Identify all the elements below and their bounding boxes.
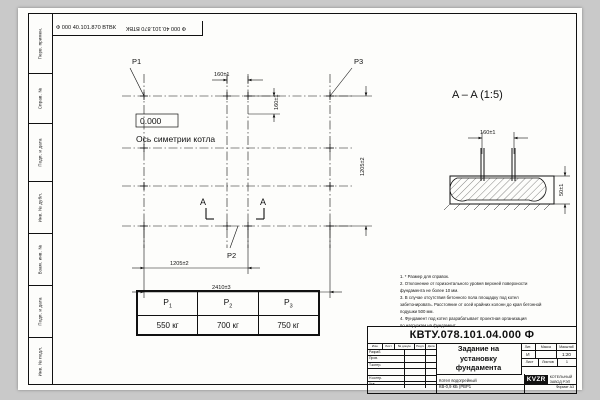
section-mark-a-right: A: [260, 197, 267, 207]
dim-top-vertical: 160±1: [274, 94, 280, 110]
role-prov: Пров.: [368, 355, 405, 362]
left-cell-1: [28, 73, 52, 124]
table-row-header: [138, 292, 319, 316]
drawing-code: КВТУ.078.101.04.000 Ф: [368, 327, 576, 344]
top-stamp-right-text: Ф 000 40.101.870 ВТВК: [126, 25, 187, 31]
load-value-p2: 700 кг: [198, 316, 258, 335]
value-sheet: 1: [565, 360, 569, 364]
hdr-lit: Лит.: [521, 343, 536, 350]
drawing-sheet: [18, 8, 582, 390]
dim-inner-horizontal: 1205±2: [170, 261, 189, 267]
drawing-title-line-3: фундамента: [455, 363, 502, 373]
col-data: Дата: [427, 343, 435, 348]
left-cell-2: [28, 123, 52, 182]
product-line-2: КВ-0,9 КБ (РВР1: [439, 383, 472, 389]
logo-text: [550, 375, 573, 384]
plan-point-p3: P3: [354, 57, 364, 66]
val-masshtab: 1:20: [561, 351, 571, 357]
left-cell-5: [28, 285, 52, 338]
col-list: Лист: [383, 343, 395, 349]
left-margin-column: [28, 13, 53, 385]
section-title: A – A (1:5): [452, 89, 503, 101]
table-row-values: [138, 316, 319, 335]
val-lit: И: [521, 350, 536, 358]
logo-text-line-1: КОТЕЛЬНЫЙ: [549, 375, 573, 380]
plan-point-p1: P1: [132, 57, 142, 66]
left-cell-6: [28, 337, 52, 385]
drawing-title-line-1: Задание на: [457, 344, 500, 354]
note-4b: по нагрузкам на фундамент.: [400, 322, 457, 328]
dim-section-height: 50±1: [559, 183, 565, 196]
title-block: [367, 326, 577, 394]
note-4: 4. Фундамент под котел разрабатывает проектная организация: [400, 315, 527, 321]
val-massa: [536, 350, 557, 358]
note-3: 3. В случае отсутствия бетонного пола площадку под котел: [400, 294, 519, 300]
left-cell-4: [28, 233, 52, 286]
label-listov: Листов: [539, 358, 558, 366]
col-podp: Подп.: [415, 343, 426, 349]
role-razrab: Разраб.: [368, 349, 405, 356]
load-header-p2: $P_2$: [198, 292, 258, 316]
revision-row-5: [368, 381, 436, 388]
col-izm: Изм.: [368, 343, 383, 349]
note-2b: фундамента не более 10 мм.: [400, 287, 459, 293]
left-cell-label-3: Инв. № дубл.: [37, 192, 43, 222]
product-line-1: Котел водогрейный: [439, 377, 477, 383]
hdr-massa: Масса: [536, 343, 557, 350]
axis-symmetry-label: Ось симетрии котла: [136, 134, 216, 144]
product-designation: [436, 374, 525, 393]
notes-block: [400, 274, 573, 330]
note-1: 1. * Размер для справок.: [400, 274, 450, 279]
left-cell-label-4: Взам. инв. №: [37, 244, 43, 274]
title-block-revision-grid: [368, 343, 437, 393]
elevation-label: 0.000: [140, 116, 162, 126]
drawing-title-line-2: установку: [459, 353, 498, 363]
left-cell-0: [28, 13, 52, 74]
label-list: Лист: [521, 358, 539, 366]
dim-top-horizontal: 160±1: [214, 72, 230, 78]
logo-text-line-2: ЗАВОД РЭП: [549, 379, 571, 384]
col-docum: № докум.: [395, 343, 415, 349]
load-value-p3: 750 кг: [258, 316, 318, 335]
note-3b: забетонировать. Расстояние от осей крайних колонн до края бетонной: [400, 301, 542, 307]
dim-section-width: 160±1: [480, 130, 496, 136]
plan-point-p2: P2: [227, 251, 237, 260]
load-header-p3: $P_3$: [258, 292, 318, 316]
role-utv: Утв.: [368, 381, 405, 388]
left-cell-label-5: Подп. и дата: [37, 296, 43, 326]
load-value-p1: 550 кг: [138, 316, 198, 335]
left-cell-3: [28, 181, 52, 234]
load-table: [136, 290, 320, 336]
dim-overall-horizontal: 2410±3: [212, 285, 231, 291]
dim-right-vertical: 1205±2: [360, 157, 366, 176]
top-stamp-left-text: Ф 000 40.101.870 ВТВК: [56, 25, 117, 31]
note-3c: подушки 500 мм.: [400, 308, 434, 314]
note-2: 2. Отклонение от горизонтального уровня верхней поверхности: [400, 280, 528, 286]
left-cell-label-2: Подп. и дата: [37, 137, 43, 167]
top-stamp: [52, 21, 203, 36]
role-nkontr: Н.контр.: [368, 375, 405, 382]
load-header-p1: $P_1$: [138, 292, 198, 316]
left-cell-label-1: Справ. №: [37, 87, 43, 109]
role-tkontr: Т.контр.: [368, 362, 405, 369]
left-cell-label-6: Инв. № подл.: [37, 346, 43, 376]
sheet-format-label: Формат А3: [555, 385, 574, 389]
left-cell-label-0: Перв. примен.: [37, 27, 43, 59]
logo-mark: KVZR: [526, 376, 546, 383]
drawing-title: [436, 343, 522, 375]
hdr-masshtab: Масштаб: [559, 344, 574, 349]
section-mark-a-left: A: [200, 197, 207, 207]
